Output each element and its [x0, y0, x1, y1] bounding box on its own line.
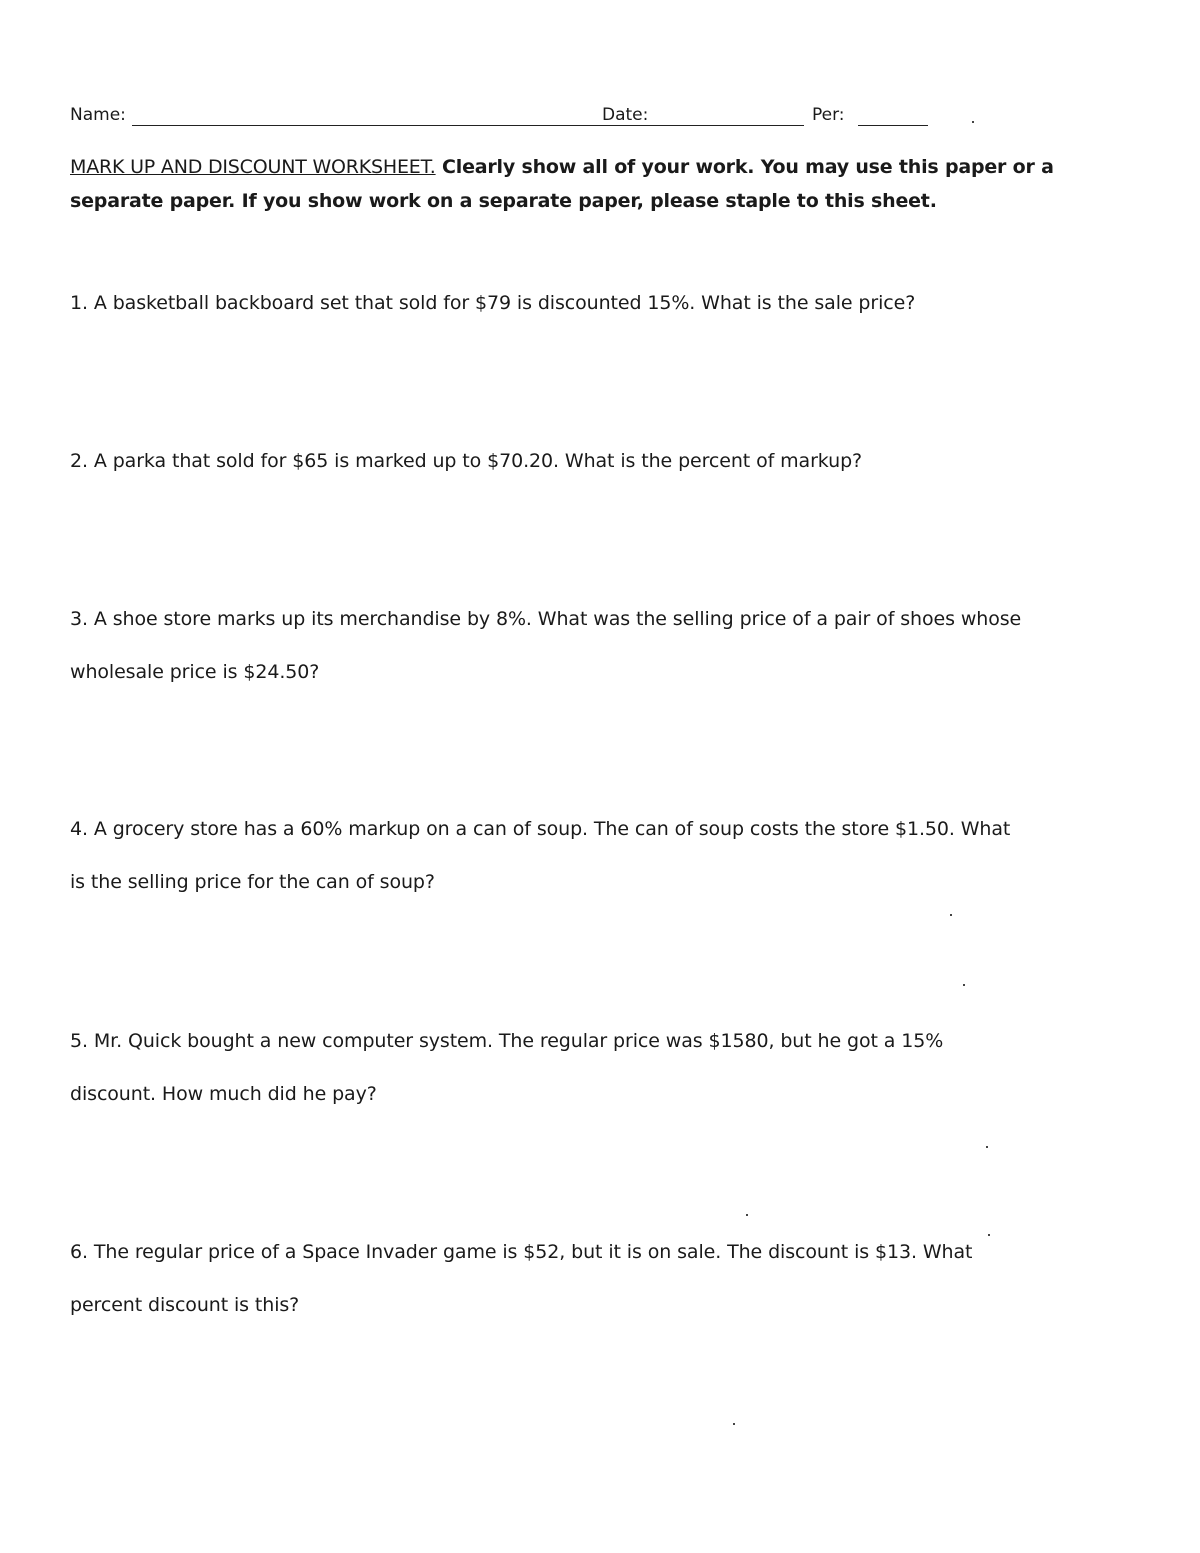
question-3 [70, 593, 1070, 699]
question-text: 1. A basketball backboard set that sold for $79 is discounted 15%. What is the sale price? [70, 292, 916, 314]
worksheet-title: MARK UP AND DISCOUNT WORKSHEET. [70, 156, 436, 178]
date-blank-line[interactable] [654, 125, 804, 126]
scan-speck [746, 1214, 748, 1216]
question-text: 5. Mr. Quick bought a new computer system. The regular price was $1580, but he got a 15% [70, 1030, 944, 1052]
header-fields [70, 100, 970, 132]
question-6 [70, 1226, 1070, 1332]
question-4 [70, 803, 1070, 909]
question-1 [70, 277, 1070, 330]
instructions-text-line1: Clearly show all of your work. You may use this paper or a [435, 156, 1054, 178]
scan-speck [986, 1146, 988, 1148]
scan-speck [972, 121, 974, 123]
scan-speck [988, 1234, 990, 1236]
question-2 [70, 435, 1070, 488]
instructions-text-line2: separate paper. If you show work on a separate paper, please staple to this sheet. [70, 190, 937, 212]
question-text: 6. The regular price of a Space Invader game is $52, but it is on sale. The discount is $13. What [70, 1241, 973, 1263]
date-label: Date: [602, 105, 649, 125]
question-text: 3. A shoe store marks up its merchandise by 8%. What was the selling price of a pair of shoes whose [70, 608, 1022, 630]
question-5 [70, 1015, 1070, 1121]
question-text-continued: is the selling price for the can of soup? [70, 871, 435, 893]
question-text: 2. A parka that sold for $65 is marked up to $70.20. What is the percent of markup? [70, 450, 863, 472]
question-text-continued: wholesale price is $24.50? [70, 661, 320, 683]
question-text: 4. A grocery store has a 60% markup on a can of soup. The can of soup costs the store $1.50. What [70, 818, 1011, 840]
per-blank-line[interactable] [858, 125, 928, 126]
name-blank-line[interactable] [132, 125, 668, 126]
name-label: Name: [70, 105, 126, 125]
question-text-continued: discount. How much did he pay? [70, 1083, 377, 1105]
scan-speck [963, 984, 965, 986]
instructions [70, 150, 1070, 218]
scan-speck [733, 1423, 735, 1425]
per-label: Per: [812, 105, 845, 125]
scan-speck [950, 914, 952, 916]
question-text-continued: percent discount is this? [70, 1294, 300, 1316]
